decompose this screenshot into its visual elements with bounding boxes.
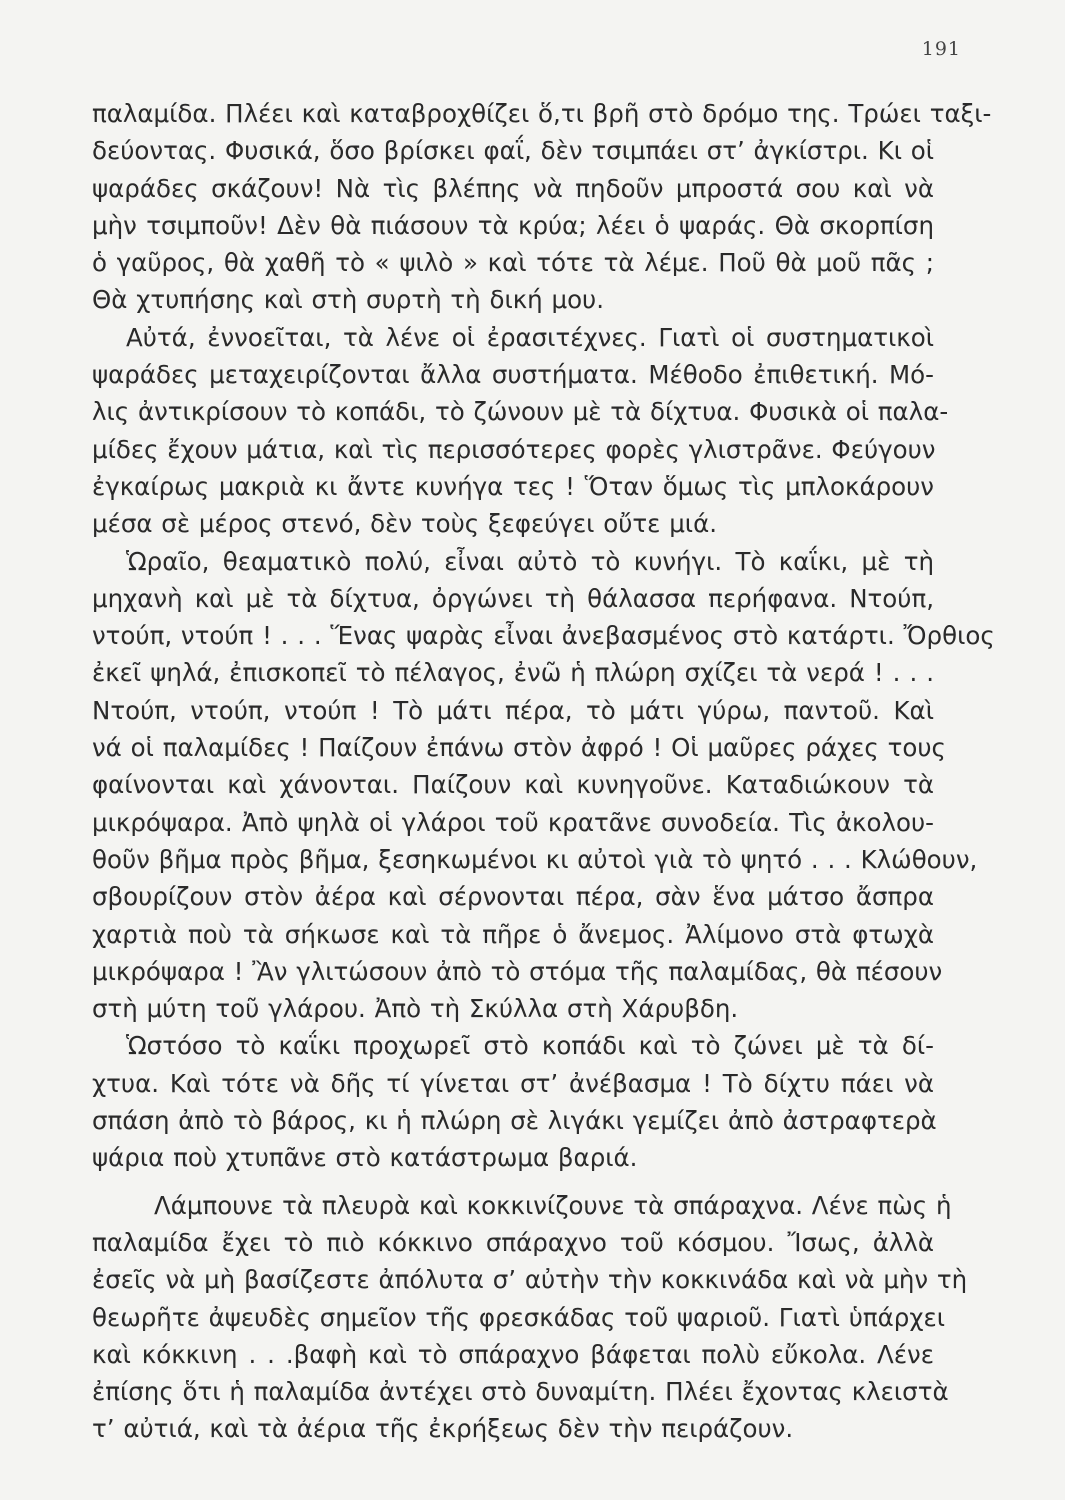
text-line: τ’ αὐτιά, καὶ τὰ ἀέρια τῆς ἐκρήξεως δὲν τὴν πειράζουν.: [92, 1414, 794, 1444]
text-line: ὁ γαῦρος, θὰ χαθῆ τὸ « ψιλὸ » καὶ τότε τὰ λέμε. Ποῦ θὰ μοῦ πᾶς ;: [92, 248, 934, 278]
text-line: σπάση ἀπὸ τὸ βάρος, κι ἡ πλώρη σὲ λιγάκι γεμίζει ἀπὸ ἀστραφτερὰ: [92, 1106, 937, 1136]
text-line: χτυα. Καὶ τότε νὰ δῆς τί γίνεται στ’ ἀνέβασμα ! Τὸ δίχτυ πάει νὰ: [92, 1068, 934, 1098]
text-line: χαρτιὰ ποὺ τὰ σήκωσε καὶ τὰ πῆρε ὁ ἄνεμος. Ἀλίμονο στὰ φτωχὰ: [92, 919, 934, 949]
text-line: ἐγκαίρως μακριὰ κι ἄντε κυνήγα τες ! Ὅταν ὅμως τὶς μπλοκάρουν: [92, 471, 934, 501]
text-line: θεωρῆτε ἀψευδὲς σημεῖον τῆς φρεσκάδας τοῦ ψαριοῦ. Γιατὶ ὑπάρχει: [92, 1302, 946, 1332]
text-line: Ὡστόσο τὸ καΐκι προχωρεῖ στὸ κοπάδι καὶ τὸ ζώνει μὲ τὰ δί-: [126, 1031, 934, 1061]
text-line: στὴ μύτη τοῦ γλάρου. Ἀπὸ τὴ Σκύλλα στὴ Χάρυβδη.: [92, 994, 739, 1024]
text-line: ντούπ, ντούπ ! . . . Ἕνας ψαρὰς εἶναι ἀνεβασμένος στὸ κατάρτι. Ὄρθιος: [92, 621, 995, 651]
text-line: παλαμίδα ἔχει τὸ πιὸ κόκκινο σπάραχνο τοῦ κόσμου. Ἴσως, ἀλλὰ: [92, 1227, 934, 1257]
text-line: σβουρίζουν στὸν ἀέρα καὶ σέρνονται πέρα, σὰν ἕνα μάτσο ἄσπρα: [92, 882, 934, 912]
text-line: μηχανὴ καὶ μὲ τὰ δίχτυα, ὀργώνει τὴ θάλασσα περήφανα. Ντούπ,: [92, 583, 934, 613]
text-line: Θὰ χτυπήσης καὶ στὴ συρτὴ τὴ δική μου.: [92, 285, 605, 315]
text-line: φαίνονται καὶ χάνονται. Παίζουν καὶ κυνηγοῦνε. Καταδιώκουν τὰ: [92, 770, 934, 800]
text-line: ψαράδες μεταχειρίζονται ἄλλα συστήματα. Μέθοδο ἐπιθετική. Μό-: [92, 360, 934, 390]
text-line: καὶ κόκκινη . . .βαφὴ καὶ τὸ σπάραχνο βάφεται πολὺ εὔκολα. Λένε: [92, 1339, 934, 1369]
text-line: μικρόψαρα ! Ἂν γλιτώσουν ἀπὸ τὸ στόμα τῆς παλαμίδας, θὰ πέσουν: [92, 956, 943, 986]
body-text: [92, 95, 995, 1448]
text-line: ψάρια ποὺ χτυπᾶνε στὸ κατάστρωμα βαριά.: [92, 1143, 638, 1173]
text-line: λις ἀντικρίσουν τὸ κοπάδι, τὸ ζώνουν μὲ τὰ δίχτυα. Φυσικὰ οἱ παλα-: [92, 397, 949, 427]
page-number: 191: [921, 38, 961, 60]
text-line: Λάμπουνε τὰ πλευρὰ καὶ κοκκινίζουνε τὰ σπάραχνα. Λένε πὼς ἡ: [154, 1190, 952, 1220]
text-line: μέσα σὲ μέρος στενό, δὲν τοὺς ξεφεύγει οὔτε μιά.: [92, 509, 718, 539]
text-line: ψαράδες σκάζουν! Νὰ τὶς βλέπης νὰ πηδοῦν μπροστά σου καὶ νὰ: [92, 173, 934, 203]
text-line: ἐπίσης ὅτι ἡ παλαμίδα ἀντέχει στὸ δυναμίτη. Πλέει ἔχοντας κλειστὰ: [92, 1377, 949, 1407]
text-line: ἐσεῖς νὰ μὴ βασίζεστε ἀπόλυτα σ’ αὐτὴν τὴν κοκκινάδα καὶ νὰ μὴν τὴ: [92, 1265, 968, 1295]
text-line: μικρόψαρα. Ἀπὸ ψηλὰ οἱ γλάροι τοῦ κρατᾶνε συνοδεία. Τὶς ἀκολου-: [92, 807, 934, 837]
text-line: μὴν τσιμποῦν! Δὲν θὰ πιάσουν τὰ κρύα; λέει ὁ ψαράς. Θὰ σκορπίση: [92, 210, 934, 240]
text-line: δεύοντας. Φυσικά, ὅσο βρίσκει φαΐ, δὲν τσιμπάει στ’ ἀγκίστρι. Κι οἱ: [92, 136, 935, 166]
text-line: Ντούπ, ντούπ, ντούπ ! Τὸ μάτι πέρα, τὸ μάτι γύρω, παντοῦ. Καὶ: [92, 695, 934, 725]
text-line: θοῦν βῆμα πρὸς βῆμα, ξεσηκωμένοι κι αὐτοὶ γιὰ τὸ ψητό . . . Κλώθουν,: [92, 844, 978, 874]
text-line: Ὡραῖο, θεαματικὸ πολύ, εἶναι αὐτὸ τὸ κυνήγι. Τὸ καΐκι, μὲ τὴ: [126, 546, 934, 576]
text-line: νά οἱ παλαμίδες ! Παίζουν ἐπάνω στὸν ἀφρό ! Οἱ μαῦρες ράχες τους: [92, 733, 946, 763]
paragraph-gap: [92, 1177, 934, 1187]
text-line: παλαμίδα. Πλέει καὶ καταβροχθίζει ὅ,τι βρῆ στὸ δρόμο της. Τρώει ταξι-: [92, 99, 992, 128]
text-line: Αὐτά, ἐννοεῖται, τὰ λένε οἱ ἐρασιτέχνες. Γιατὶ οἱ συστηματικοὶ: [126, 322, 934, 352]
text-line: ἐκεῖ ψηλά, ἐπισκοπεῖ τὸ πέλαγος, ἐνῶ ἡ πλώρη σχίζει τὰ νερά ! . . .: [92, 658, 934, 688]
text-line: μίδες ἔχουν μάτια, καὶ τὶς περισσότερες φορὲς γλιστρᾶνε. Φεύγουν: [92, 434, 936, 464]
